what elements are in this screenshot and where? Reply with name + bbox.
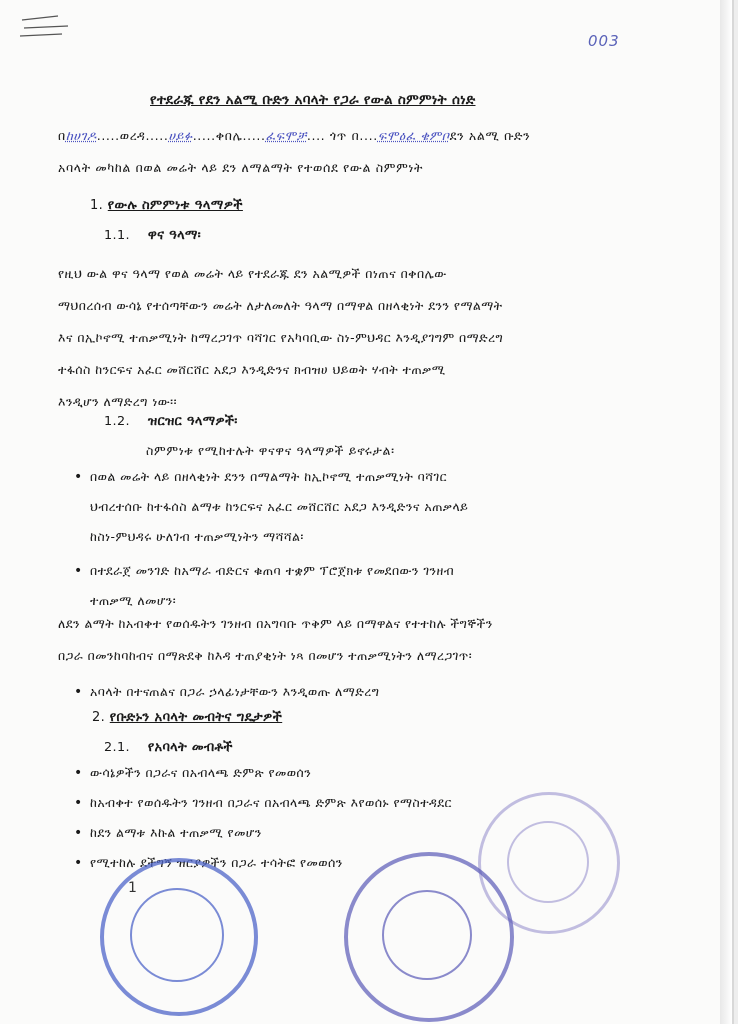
bullet-line: • በተደራጀ መንገድ ከአማራ ብድርና ቁጠባ ተቋም ፕሮጀክቱ የመደበውን ገንዘብ <box>90 563 455 578</box>
intro-woreda-label: ወረዳ <box>119 128 146 143</box>
list-item: • ከደን ልማቱ እኩል ተጠቃሚ የመሆን <box>70 818 452 848</box>
subsection-1-2-heading <box>104 414 238 429</box>
office-stamp-middle <box>344 852 514 1022</box>
section-2-title: የቡድኑን አባላት መብትና ግዴታዎች <box>109 710 283 725</box>
corner-scribble <box>18 10 88 50</box>
section-2-number: 2. <box>92 710 106 725</box>
page-edge <box>720 0 732 1024</box>
list-item: • አባላት በተናጠልና በጋራ ኃላፊነታቸውን እንዲወጡ ለማድረግ <box>70 677 379 707</box>
section-2-heading <box>92 710 282 725</box>
subsection-2-1-number: 2.1. <box>104 740 131 755</box>
section-1-heading <box>90 198 243 213</box>
intro-line-2: አባላት መካከል በወል መሬት ላይ ደን ለማልማት የተወሰደ የውል ስምምነት <box>58 160 424 175</box>
intro-got-label: ጎጥ በ <box>329 128 360 143</box>
signature-mark: 1 <box>128 880 137 896</box>
paragraph-line: ማህበረሰብ ውሳኔ የተሰጣቸውን መሬት ለታለመለት ዓላማ በማዋል በዘላቂነት ደንን የማልማት <box>58 298 503 313</box>
subsection-1-1-heading <box>104 228 201 243</box>
intro-kebele-label: ቀበሌ <box>215 128 243 143</box>
paragraph-line: እና በኢኮኖሚ ተጠቃሚነት ከማረጋገጥ ባሻገር የአካባቢው ስነ-ምህዳር እንዲያገግም በማድረግ <box>58 330 504 345</box>
document-title: የተደራጁ የደን አልሚ ቡድን አባላት የጋራ የውል ስምምነት ሰነድ <box>150 92 476 108</box>
detailed-objectives-intro: ስምምነቱ የሚከተሉት ዋናዋና ዓላማዎች ይኖሩታል፡ <box>146 443 395 458</box>
woreda-stamp-left <box>100 858 258 1016</box>
subsection-1-1-number: 1.1. <box>104 228 131 243</box>
loan-paragraph <box>58 608 653 672</box>
subsection-1-1-title: ዋና ዓላማ፡ <box>147 228 202 243</box>
list-item: • ውሳኔዎችን በጋራና በአብላጫ ድምጽ የመወሰን <box>70 758 452 788</box>
paragraph-line: ለደን ልማት ከአብቀተ የወሰዱትን ገንዘብ በአግባቡ ጥቅም ላይ በማዋልና የተተከሉ ችግኞችን <box>58 616 493 631</box>
subsection-1-2-number: 1.2. <box>104 414 131 429</box>
bullet-line: • በወል መሬት ላይ በዘላቂነት ደንን በማልማት ከኢኮኖሚ ተጠቃሚነት ባሻገር <box>90 469 447 484</box>
list-item: • ከአብቀተ የወሰዱትን ገንዘብ በጋራና በአብላጫ ድምጽ እየወሰኑ የማስተዳደር <box>70 788 452 818</box>
intro-tail: ደን አልሚ ቡድን <box>449 128 531 143</box>
subsection-1-2-title: ዝርዝር ዓላማዎች፡ <box>147 414 238 429</box>
intro-hw-woreda: ሀይፉ <box>168 128 193 143</box>
objectives-bullet-list <box>70 462 468 616</box>
list-item: • የሚተከሉ ደችግኝ ዝርያዎችን በጋራ ተሳትፎ የመወሰን <box>70 848 452 878</box>
intro-hw-got: ፍሞዕፈ ቄምቦ <box>377 128 450 143</box>
responsibility-bullet <box>70 677 379 707</box>
paragraph-line: ተፋሰስ ከንርፍና አፈር መሸርሸር አደጋ እንዲድንና ክብዝሀ ህይወት ሃብት ተጠቃሚ <box>58 362 446 377</box>
paragraph-line: በጋራ በመንከባከብና በማጽደቅ ከእዳ ተጠያቂነት ነጻ በመሆን ተጠቃሚነትን ለማረጋገጥ፡ <box>58 648 473 663</box>
intro-hw-zone: ከሀገዶ <box>65 128 97 143</box>
main-purpose-paragraph <box>58 258 653 418</box>
paragraph-line: የዚህ ውል ዋና ዓላማ የወል መሬት ላይ የተደራጁ ደን አልሚዎች በነጠና በቀበሌው <box>58 266 447 281</box>
bullet-line: ህብረተሰቡ ከተፋሰስ ልማቱ ከንርፍና አፈር መሸርሸር አደጋ እንዲድንና አጠቃላይ <box>90 499 469 514</box>
list-item <box>70 556 468 616</box>
intro-b: በ <box>58 128 66 143</box>
section-1-number: 1. <box>90 198 104 213</box>
page-number: 003 <box>588 32 620 50</box>
intro-hw-kebele: ፈፍሞቻ <box>265 128 307 143</box>
bullet-line: ከስነ-ምህዳሩ ሁለገብ ተጠቃሚነትን ማሻሻል፡ <box>90 529 304 544</box>
list-item <box>70 462 468 552</box>
subsection-2-1-heading <box>104 740 233 755</box>
paragraph-line: እንዲሆን ለማድረግ ነው፡፡ <box>58 394 178 409</box>
subsection-2-1-title: የአባላት መብቶች <box>147 740 233 755</box>
bullet-line: ተጠቃሚ ለመሆን፡ <box>90 593 177 608</box>
intro-line-1: በከሀገዶ.....ወረዳ.....ሀይፉ.....ቀበሌ.....ፈፍሞቻ.... ጎጥ በ....ፍሞዕፈ ቄምቦደን አልሚ ቡድን <box>58 128 531 143</box>
section-1-title: የውሉ ስምምነቱ ዓላማዎች <box>107 198 243 213</box>
